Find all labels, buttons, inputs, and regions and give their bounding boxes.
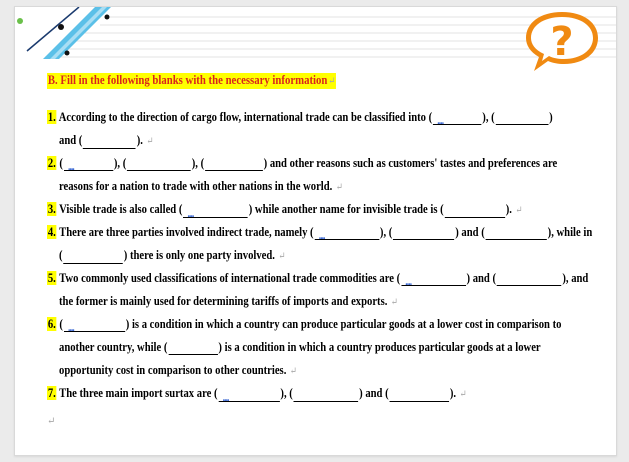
answer-blank[interactable]	[445, 204, 505, 218]
question-7-line-1: 7. The three main import surtax are ( .... ), ( ) and ( ). ↵	[47, 386, 467, 404]
answer-blank[interactable]	[83, 135, 136, 149]
question-5-line-1: 5. Two commonly used classifications of international trade commodities are ( .... ) and ( ), and	[47, 271, 589, 288]
question-1-line-2: and ( ). ↵	[59, 133, 154, 147]
section-heading: B. Fill in the following blanks with the necessary information↵	[47, 73, 336, 87]
question-number: 7.	[47, 386, 56, 400]
answer-blank[interactable]	[127, 157, 191, 171]
answer-blank[interactable]: ....	[314, 226, 379, 240]
question-4-line-2: ( ) there is only one party involved. ↵	[59, 248, 286, 262]
answer-blank[interactable]: ....	[218, 388, 279, 402]
answer-blank[interactable]	[205, 157, 263, 171]
question-6-line-2: another country, while ( ) is a condition in which a country produces particular goods at a lower	[59, 340, 541, 354]
question-number: 1.	[47, 110, 56, 124]
answer-blank[interactable]	[393, 226, 454, 240]
question-3-line-1: 3. Visible trade is also called ( .... ) while another name for invisible trade is ( ). ↵	[47, 202, 523, 220]
question-5-line-2: the former is mainly used for determining tariffs of imports and exports. ↵	[59, 294, 398, 308]
paragraph-mark: ↵	[328, 76, 336, 87]
answer-blank[interactable]	[168, 341, 217, 355]
question-4-line-1: 4. There are three parties involved indirect trade, namely ( .... ), ( ) and ( ), while in	[47, 225, 593, 242]
answer-blank[interactable]	[390, 388, 450, 402]
answer-blank[interactable]: ....	[64, 157, 113, 171]
answer-blank[interactable]: ....	[401, 272, 466, 286]
question-mark-icon	[522, 9, 602, 73]
answer-blank[interactable]	[294, 388, 359, 402]
answer-blank[interactable]	[497, 272, 562, 286]
question-6-line-1: 6. ( .... ) is a condition in which a country can produce particular goods at a lower cost in comparison to	[47, 317, 562, 334]
question-number: 2.	[47, 156, 56, 170]
answer-blank[interactable]	[486, 226, 547, 240]
question-number: 4.	[47, 225, 56, 239]
answer-blank[interactable]: ....	[433, 111, 481, 125]
question-2-line-1: 2. ( .... ), ( ), ( ) and other reasons such as customers' tastes and preferences are	[47, 156, 558, 173]
question-1-line-1: 1. According to the direction of cargo flow, international trade can be classified into ( .... ), ( )	[47, 110, 553, 127]
answer-blank[interactable]	[496, 111, 549, 125]
question-6-line-3: opportunity cost in comparison to other countries. ↵	[59, 363, 297, 377]
answer-blank[interactable]	[63, 250, 123, 264]
empty-paragraph-mark: ↵	[47, 416, 56, 427]
question-number: 6.	[47, 317, 56, 331]
document-page	[14, 6, 617, 456]
question-number: 3.	[47, 202, 56, 216]
question-2-line-2: reasons for a nation to trade with other nations in the world. ↵	[59, 179, 343, 193]
answer-blank[interactable]: ....	[64, 318, 125, 332]
svg-text:?: ?	[550, 19, 574, 65]
answer-blank[interactable]: ....	[183, 204, 248, 218]
question-number: 5.	[47, 271, 56, 285]
